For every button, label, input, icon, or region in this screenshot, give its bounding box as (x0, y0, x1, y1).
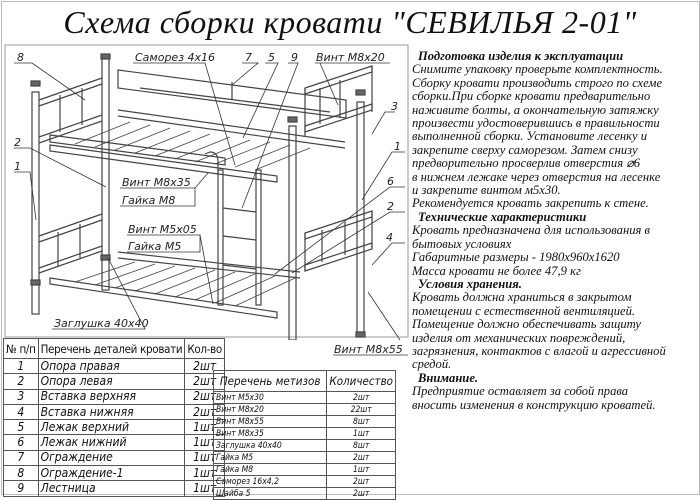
label-part-2-left: 2 (14, 136, 21, 149)
text-line: предворительно просверлив отверстия ⌀6 (412, 156, 641, 171)
post-right-back (357, 102, 364, 332)
text-line: наживите болты, а окончательную затяжку (412, 102, 659, 117)
hardware-name: Саморез 16х4,2 (214, 476, 327, 488)
label-vint-m8x55-wrap (330, 340, 410, 360)
hardware-row (214, 404, 396, 416)
label-part-9: 9 (291, 51, 298, 64)
label-part-5: 5 (268, 51, 275, 64)
part-number: 2 (4, 374, 39, 389)
text-line: помещении с естественной вентиляцией. (412, 303, 636, 318)
hardware-name: Винт М8х20 (214, 404, 327, 416)
tech-text (412, 224, 700, 278)
text-line: средой. (412, 357, 452, 372)
label-samorez-4x16: Саморез 4х16 (135, 51, 216, 64)
parts-row (4, 389, 225, 404)
hardware-qty: 2шт (327, 452, 396, 464)
label-part-1-right: 1 (394, 140, 401, 153)
hardware-qty: 2шт (327, 392, 396, 404)
hardware-qty: 8шт (327, 440, 396, 452)
part-qty: 1шт (185, 420, 225, 435)
text-line: Кровать должна храниться в закрытом (412, 290, 632, 305)
part-name: Лежак верхний (38, 420, 185, 435)
text-line: Снимите упаковку проверьте комплектность. (412, 62, 663, 77)
hardware-table (213, 370, 396, 500)
text-line: сборки.При сборке кровати предварительно (412, 89, 651, 104)
hardware-header-qty: Количество (327, 371, 396, 392)
text-line: Масса кровати не более 47,9 кг (412, 263, 581, 278)
parts-row (4, 420, 225, 435)
parts-row (4, 404, 225, 419)
text-line: бытовых условиях (412, 236, 512, 251)
label-part-1-left: 1 (14, 160, 21, 173)
tech-heading: Технические характеристики (418, 209, 587, 224)
hardware-row (214, 392, 396, 404)
text-line: Помещение должно обеспечивать защиту (412, 317, 642, 332)
text-line: Кровать предназначена для использования в (412, 223, 650, 238)
part-qty: 2шт (185, 359, 225, 374)
label-part-4: 4 (386, 231, 393, 244)
part-number: 7 (4, 450, 39, 465)
parts-row (4, 359, 225, 374)
part-number: 8 (4, 466, 39, 481)
text-line: загрязнения, контактов с влагой и агрессивной (412, 343, 666, 358)
post-right-front (289, 126, 296, 340)
instructions-panel (412, 50, 700, 412)
hardware-row (214, 428, 396, 440)
part-name: Лестница (38, 481, 185, 496)
parts-row (4, 450, 225, 465)
hardware-header-name: Перечень метизов (214, 371, 327, 392)
part-name: Опора правая (38, 359, 185, 374)
part-name: Вставка нижняя (38, 404, 185, 419)
text-line: в нижнем лежаке через отверстия на лесенке (412, 169, 661, 184)
text-line: изделия от механических повреждений, (412, 330, 626, 345)
hardware-name: Винт М5х30 (214, 392, 327, 404)
label-zaglushka-40x40: Заглушка 40х40 (54, 317, 149, 330)
label-vint-m5x05: Винт М5х05 (128, 223, 197, 236)
parts-row (4, 435, 225, 450)
parts-row (4, 466, 225, 481)
diagram-frame (5, 45, 408, 337)
page-title: Схема сборки кровати "СЕВИЛЬЯ 2-01" (63, 4, 637, 40)
part-name: Ограждение-1 (38, 466, 185, 481)
label-part-3: 3 (391, 100, 398, 113)
attention-text (412, 385, 700, 412)
hardware-name: Винт М8х35 (214, 428, 327, 440)
text-line: закрепите сверху саморезом. Затем снизу (412, 142, 638, 157)
label-vint-m8x35: Винт М8х35 (122, 176, 191, 189)
part-qty: 1шт (185, 435, 225, 450)
parts-header-qty: Кол-во (185, 339, 225, 359)
part-number: 5 (4, 420, 39, 435)
text-line: Рекомендуется кровать закрепить к стене. (412, 196, 649, 211)
part-number: 9 (4, 481, 39, 496)
text-line: и закрепите винтом м5х30. (412, 183, 561, 198)
hardware-name: Заглушка 40х40 (214, 440, 327, 452)
hardware-qty: 2шт (327, 488, 396, 500)
part-name: Вставка верхняя (38, 389, 185, 404)
text-line: Предприятие оставляет за собой права (412, 384, 629, 399)
prep-text (412, 63, 700, 210)
storage-heading: Условия хранения. (418, 276, 522, 291)
hardware-row (214, 464, 396, 476)
bed-frame-drawing (31, 54, 372, 340)
parts-header-name: Перечень деталей кровати (38, 339, 185, 359)
attention-heading: Внимание. (418, 370, 479, 385)
label-part-7: 7 (245, 51, 252, 64)
part-qty: 1шт (185, 466, 225, 481)
label-part-6: 6 (387, 175, 394, 188)
part-qty: 1шт (185, 481, 225, 496)
part-number: 6 (4, 435, 39, 450)
hardware-row (214, 440, 396, 452)
part-qty: 1шт (185, 450, 225, 465)
parts-header-num: № п/п (4, 339, 39, 359)
hardware-row (214, 476, 396, 488)
hardware-qty: 1шт (327, 428, 396, 440)
label-gaika-m8: Гайка М8 (122, 194, 176, 207)
hardware-qty: 1шт (327, 464, 396, 476)
prep-heading: Подготовка изделия к эксплуатации (418, 49, 624, 63)
label-gaika-m5: Гайка М5 (128, 240, 182, 253)
hardware-name: Шайба 5 (214, 488, 327, 500)
bed-assembly-diagram (0, 40, 410, 340)
hardware-row (214, 488, 396, 500)
hardware-row (214, 452, 396, 464)
parts-table (3, 338, 225, 497)
label-vint-m8x55: Винт М8х55 (334, 343, 403, 356)
label-vint-m8x20: Винт М8х20 (316, 51, 385, 64)
hardware-qty: 2шт (327, 476, 396, 488)
part-qty: 2шт (185, 389, 225, 404)
text-line: Габаритные размеры - 1980х960х1620 (412, 250, 620, 265)
hardware-qty: 22шт (327, 404, 396, 416)
parts-row (4, 481, 225, 496)
part-number: 1 (4, 359, 39, 374)
part-qty: 2шт (185, 404, 225, 419)
part-name: Лежак нижний (38, 435, 185, 450)
text-line: вносить изменения в конструкцию кроватей. (412, 397, 656, 412)
hardware-name: Гайка М5 (214, 452, 327, 464)
hardware-name: Винт М8х55 (214, 416, 327, 428)
part-name: Ограждение (38, 450, 185, 465)
hardware-row (214, 416, 396, 428)
part-number: 4 (4, 404, 39, 419)
text-line: произвести удостоверившись в правильности (412, 116, 660, 131)
storage-text (412, 291, 700, 371)
label-part-8: 8 (17, 51, 24, 64)
part-number: 3 (4, 389, 39, 404)
text-line: Сборку кровати производить строго по схеме (412, 75, 663, 90)
hardware-name: Гайка М8 (214, 464, 327, 476)
part-qty: 2шт (185, 374, 225, 389)
text-line: выполненной сборки. Установите лесенку и (412, 129, 648, 144)
part-name: Опора левая (38, 374, 185, 389)
parts-row (4, 374, 225, 389)
hardware-qty: 8шт (327, 416, 396, 428)
label-part-2-right: 2 (387, 200, 394, 213)
diagram-labels (14, 51, 401, 330)
